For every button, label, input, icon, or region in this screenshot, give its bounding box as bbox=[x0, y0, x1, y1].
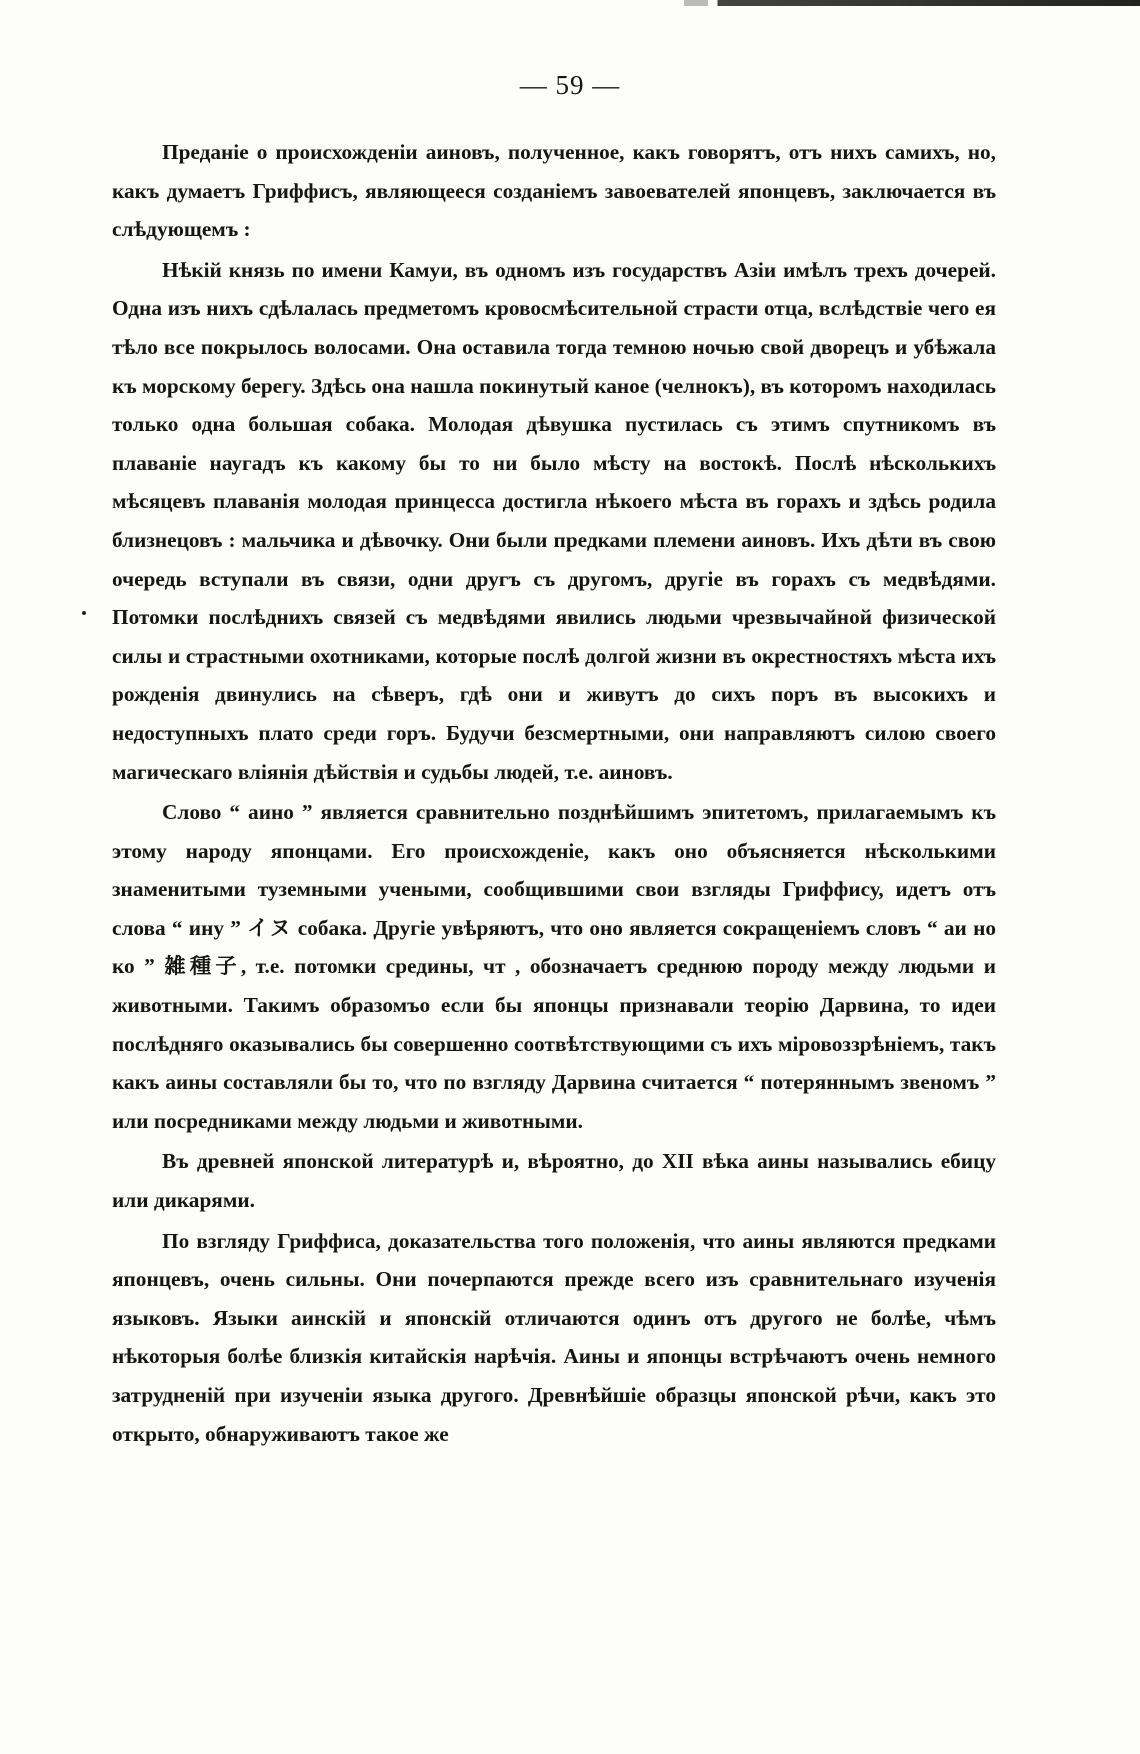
paragraph-5: По взгляду Гриффиса, доказательства того положенія, что аины являются предками японцевъ, очень сильны. Они почерпаются прежде всего изъ сравнительнаго изученія языковъ. Языки аинскій и японскій отличаются одинъ отъ другого не болѣе, чѣмъ нѣкоторыя болѣе близкія китайскія нарѣчія. Аины и японцы встрѣчаютъ очень немного затрудненій при изученіи языка другого. Древнѣйшіе образцы японской рѣчи, какъ это открыто, обнаруживаютъ такое же bbox=[112, 1228, 996, 1446]
paragraph-4: Въ древней японской литературѣ и, вѣроятно, до XII вѣка аины назывались ебицу или дикарями. bbox=[112, 1149, 996, 1213]
scan-edge-marks bbox=[660, 0, 1140, 6]
paragraph-1: Преданіе о происхожденіи аиновъ, полученное, какъ говорятъ, отъ нихъ самихъ, но, какъ думаетъ Гриффисъ, являющееся созданіемъ завоевателей японцевъ, заключается въ слѣдующемъ : bbox=[112, 140, 996, 242]
body-text bbox=[112, 133, 996, 1453]
paragraph-3: Слово “ аино ” является сравнительно позднѣйшимъ эпитетомъ, прилагаемымъ къ этому народу японцами. Его происхожденіе, какъ оно объясняется нѣсколькими знаменитыми туземными учеными, сообщившими свои взгляды Гриффису, идетъ отъ слова “ ину ” イヌ собака. Другіе увѣряютъ, что оно является сокращеніемъ словъ “ аи но ко ” 雑種子, т.е. потомки средины, чт , обозначаетъ среднюю породу между людьми и животными. Такимъ образомъо если бы японцы признавали теорію Дарвина, то идеи послѣдняго оказывались бы совершенно соотвѣтствующими съ ихъ міровоззрѣніемъ, такъ какъ аины составляли бы то, что по взгляду Дарвина считается “ потеряннымъ звеномъ ” или посредниками между людьми и животными. bbox=[112, 800, 996, 1133]
page-number: — 59 — bbox=[519, 70, 621, 100]
paragraph-2: Нѣкій князь по имени Камуи, въ одномъ изъ государствъ Азіи имѣлъ трехъ дочерей. Одна изъ нихъ сдѣлалась предметомъ кровосмѣсительной страсти отца, вслѣдствіе чего ея тѣло все покрылось волосами. Она оставила тогда темною ночью свой дворецъ и убѣжала къ морскому берегу. Здѣсь она нашла покинутый каное (челнокъ), въ которомъ находилась только одна большая собака. Молодая дѣвушка пустилась съ этимъ спутникомъ въ плаваніе наугадъ къ какому бы то ни было мѣсту на востокѣ. Послѣ нѣсколькихъ мѣсяцевъ плаванія молодая принцесса достигла нѣкоего мѣста въ горахъ и здѣсь родила близнецовъ : мальчика и дѣвочку. Они были предками племени аиновъ. Ихъ дѣти въ свою очередь вступали въ связи, одни другъ съ другомъ, другіе въ горахъ съ медвѣдями. Потомки послѣднихъ связей съ медвѣдями явились людьми чрезвычайной физической силы и страстными охотниками, которые послѣ долгой жизни въ окрестностяхъ мѣста ихъ рожденія двинулись на сѣверъ, гдѣ они и живутъ до сихъ поръ въ высокихъ и недоступныхъ плато среди горъ. Будучи безсмертными, они направляютъ силою своего магическаго вліянія дѣйствія и судьбы людей, т.е. аиновъ. bbox=[112, 257, 996, 784]
margin-dot bbox=[82, 611, 86, 615]
